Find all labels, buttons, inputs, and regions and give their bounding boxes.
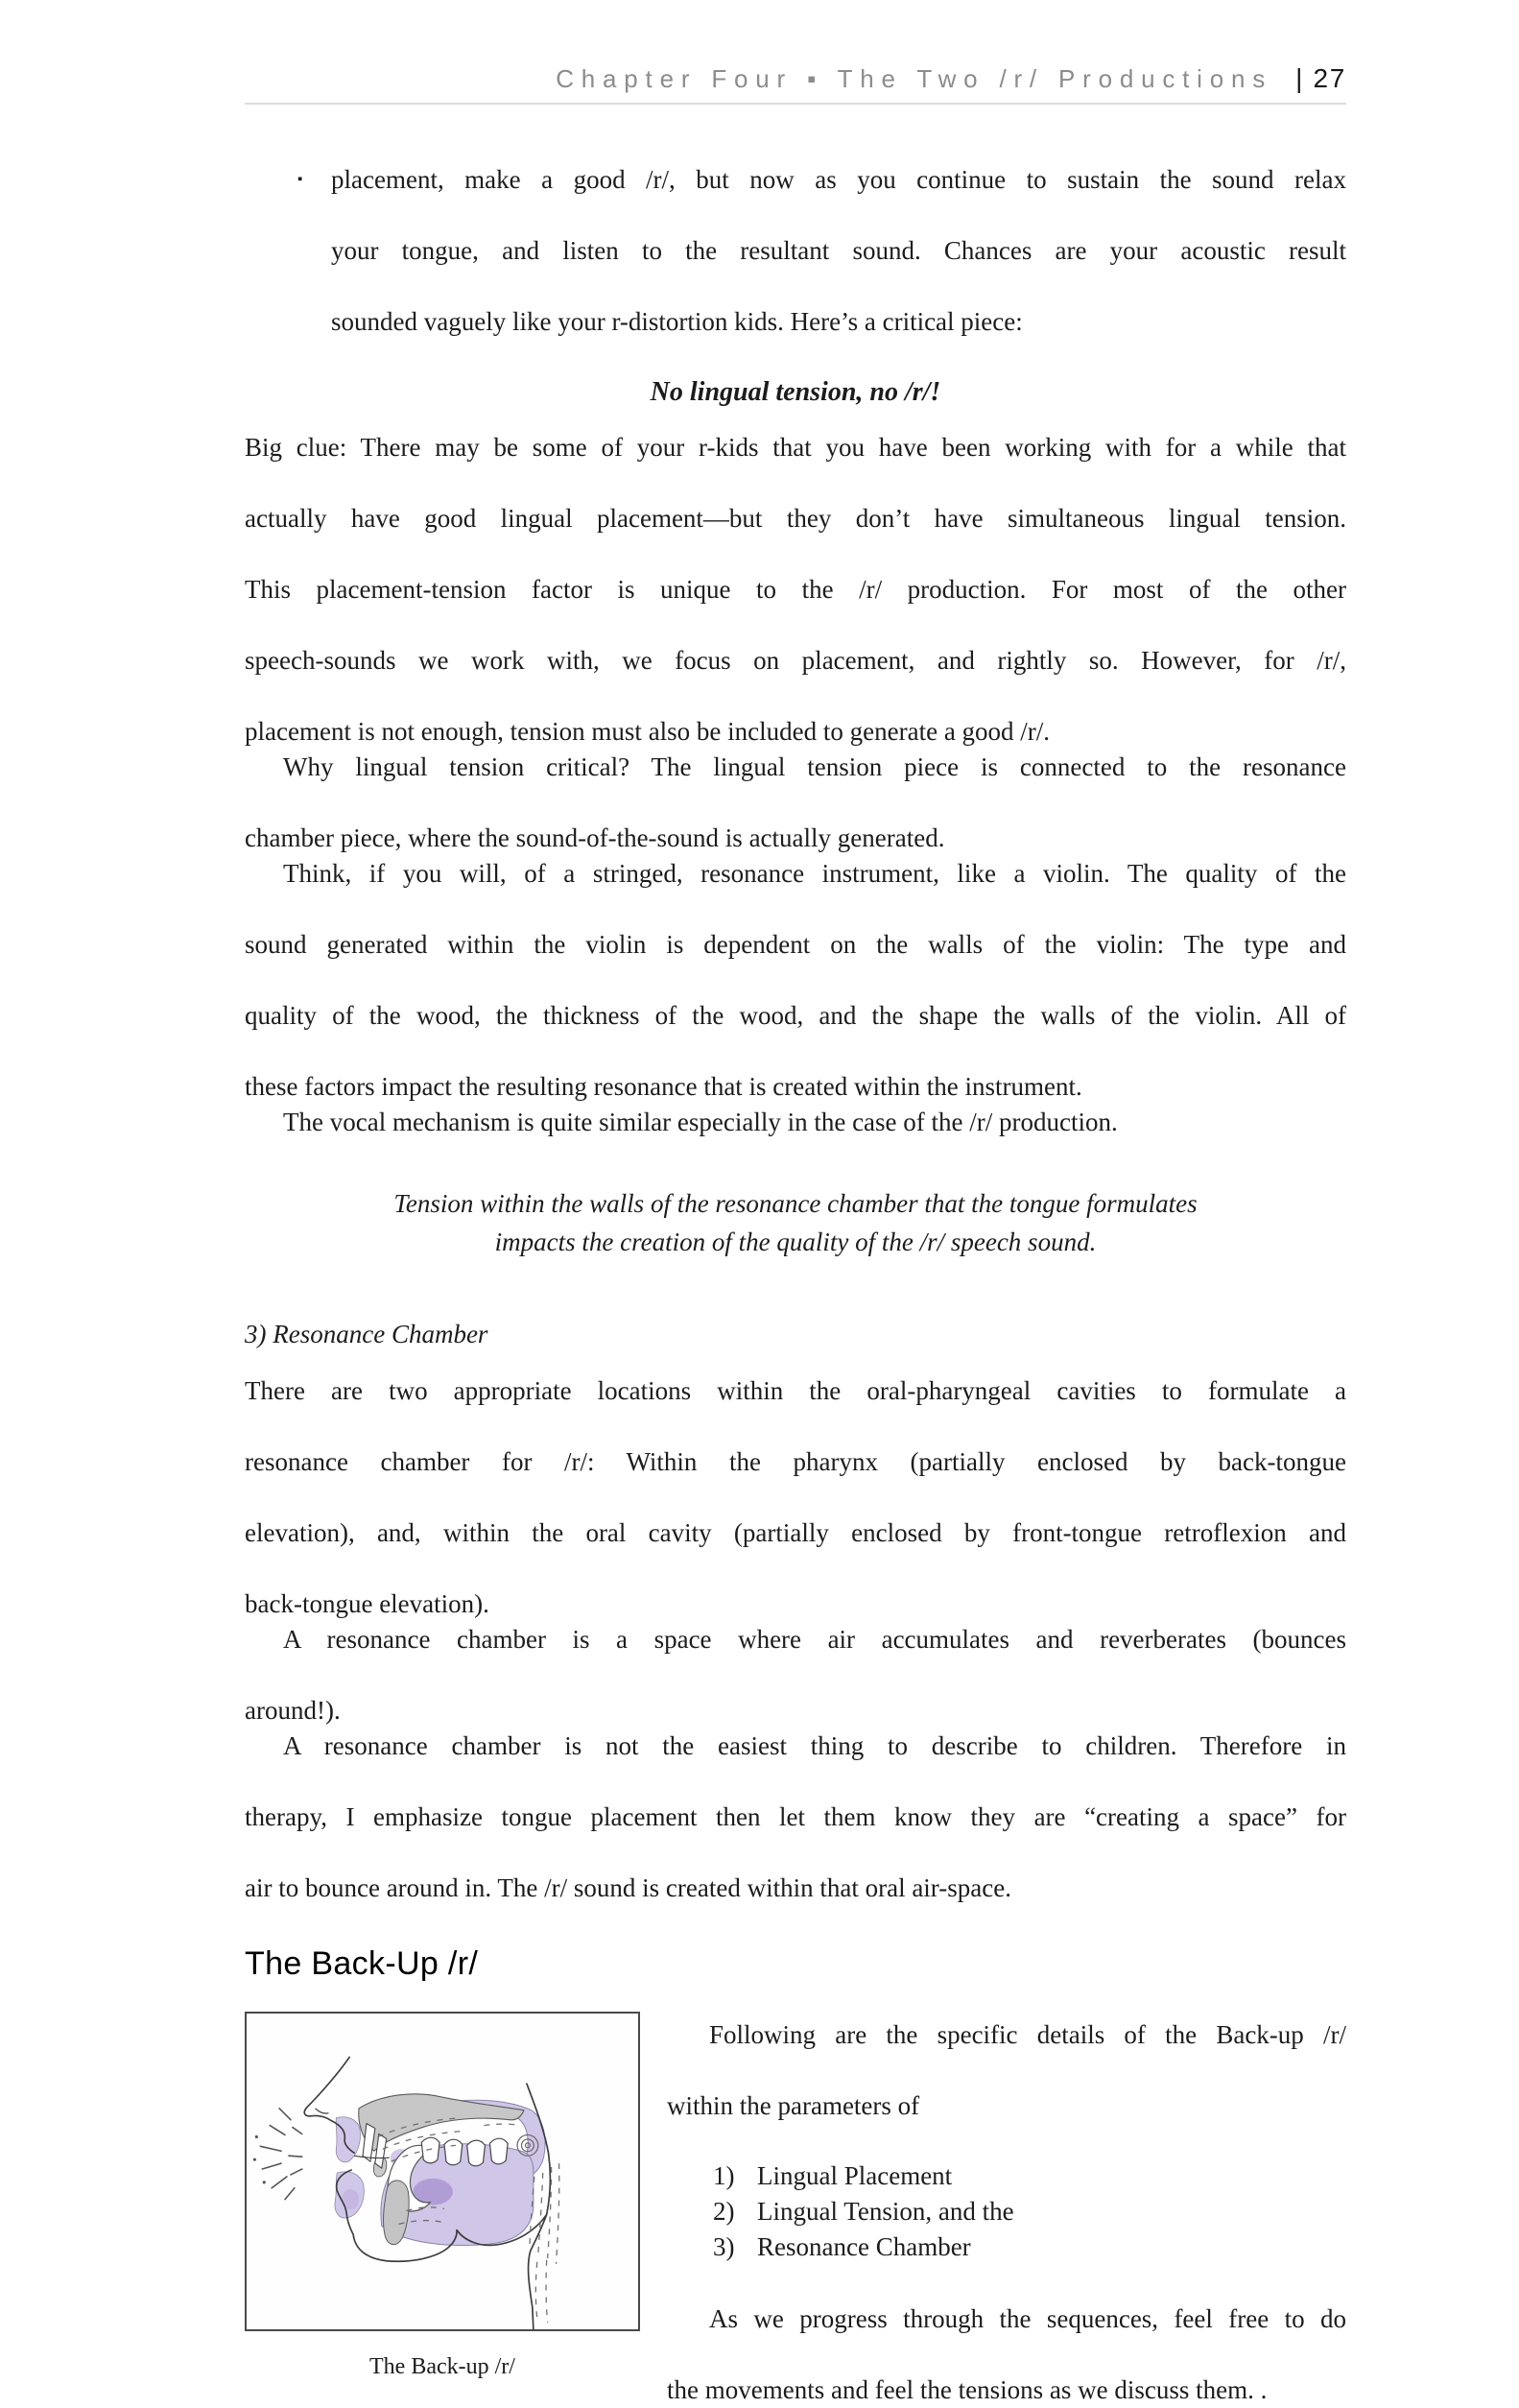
paragraph-violin: Think, if you will, of a stringed, resonance instrument, like a violin. The quality of the sound generated within the violin is dependent on the walls of the violin: The type and quality of the wood, the thickness of the wood, and the shape the walls of the violin. All of these factors impact the resulting resonance that is created within the instrument. xyxy=(245,859,1346,1101)
paragraph-vocal-mechanism: The vocal mechanism is quite similar especially in the case of the /r/ production. xyxy=(283,1108,1118,1136)
text-column xyxy=(245,0,1346,2408)
tension-quote xyxy=(245,1184,1346,1261)
section-heading-backup-r: The Back-Up /r/ xyxy=(245,1945,479,1982)
paragraph-big-clue: Big clue: There may be some of your r-kids that you have been working with for a while that actually have good lingual placement—but they don’t have simultaneous lingual tension. This placement-tension factor is unique to the /r/ production. For most of the other speech-sounds we work with, we focus on placement, and rightly so. However, for /r/, placement is not enough, tension must also be included to generate a good /r/. xyxy=(245,433,1346,746)
subheading-resonance-chamber: 3) Resonance Chamber xyxy=(245,1320,488,1348)
list-item xyxy=(713,2194,1346,2229)
mouth-cross-section-illustration xyxy=(247,2014,638,2329)
backup-r-figure xyxy=(245,2012,640,2331)
paragraph-resonance-children: A resonance chamber is not the easiest thing to describe to children. Therefore in therapy, I emphasize tongue placement then let them know they are “creating a space” for air to bounce around in. The /r/ sound is created within that oral air-space. xyxy=(245,1731,1346,1902)
list-item xyxy=(713,2229,1346,2265)
square-bullet-icon: ▪ xyxy=(297,172,303,187)
list-label: Lingual Tension, and the xyxy=(757,2197,1014,2226)
chapter-title: Chapter Four ▪ The Two /r/ Productions xyxy=(556,64,1273,93)
tension-quote-line1: Tension within the walls of the resonance chamber that the tongue formulates xyxy=(393,1189,1198,1218)
backup-r-text-column xyxy=(667,2012,1346,2408)
list-number: 2) xyxy=(713,2197,735,2226)
list-label: Lingual Placement xyxy=(757,2161,953,2190)
bullet-paragraph-text: placement, make a good /r/, but now as you continue to sustain the sound relax your tongue, and listen to the resultant sound. Chances are your acoustic result sounded vaguely like your r-distortion kids. Here’s a critical piece: xyxy=(331,165,1346,336)
callout-no-lingual-tension: No lingual tension, no /r/! xyxy=(650,377,941,407)
backup-r-section xyxy=(245,2012,1346,2408)
list-label: Resonance Chamber xyxy=(757,2232,971,2261)
paragraph-resonance-space: A resonance chamber is a space where air accumulates and reverberates (bounces around!). xyxy=(245,1625,1346,1725)
running-header xyxy=(245,0,1346,105)
paragraph-two-locations: There are two appropriate locations within the oral-pharyngeal cavities to formulate a resonance chamber for /r/: Within the pharynx (partially enclosed by back-tongue elevation), and, within the oral cavity (partially enclosed by front-tongue retroflexion and back-tongue elevation). xyxy=(245,1376,1346,1618)
paragraph-backup-outro: As we progress through the sequences, feel free to do the movements and feel the tensions as we discuss them. . xyxy=(667,2304,1346,2404)
page-number: | 27 xyxy=(1295,63,1346,93)
tension-quote-line2: impacts the creation of the quality of the /r/ speech sound. xyxy=(494,1228,1097,1256)
list-number: 3) xyxy=(713,2232,735,2261)
paragraph-backup-intro: Following are the specific details of the Back-up /r/ within the parameters of xyxy=(667,2020,1346,2120)
figure-column xyxy=(245,2012,644,2380)
paragraph-why-tension: Why lingual tension critical? The lingual tension piece is connected to the resonance chamber piece, where the sound-of-the-sound is actually generated. xyxy=(245,752,1346,852)
list-number: 1) xyxy=(713,2161,735,2190)
list-item xyxy=(713,2158,1346,2194)
bullet-paragraph xyxy=(245,162,1346,340)
parameters-list xyxy=(667,2158,1346,2265)
figure-caption: The Back-up /r/ xyxy=(369,2354,515,2379)
